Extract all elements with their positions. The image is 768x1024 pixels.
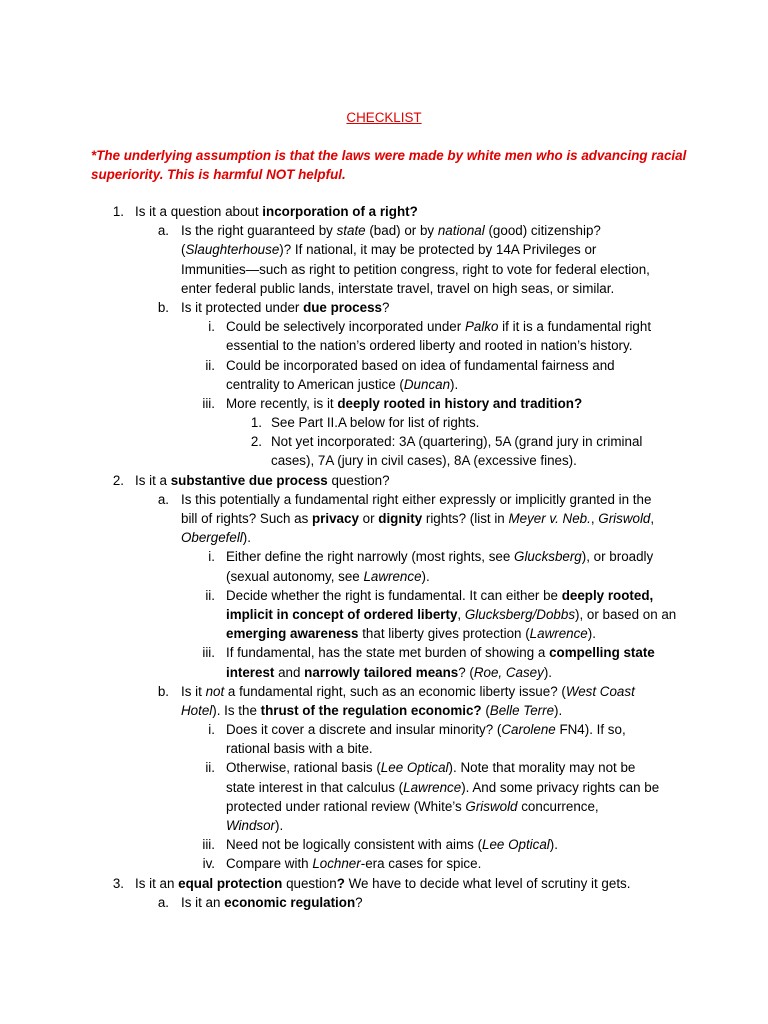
text-run: Duncan (403, 376, 451, 392)
text-run: ). (554, 702, 563, 718)
checklist-line (0, 874, 768, 893)
text-run: ( (181, 242, 186, 258)
checklist-line (0, 816, 768, 835)
text-run: thrust of the regulation economic? (260, 702, 482, 718)
text-run: ). (275, 818, 284, 833)
checklist-line (0, 490, 768, 509)
list-marker: a. (157, 491, 169, 507)
text-run: bill of rights? Such as (181, 511, 312, 526)
line-text (181, 701, 562, 720)
text-run: Lochner (312, 856, 361, 872)
list-marker: 1. (112, 204, 124, 219)
checklist-line (0, 413, 768, 432)
line-text (226, 356, 615, 375)
list-marker: a. (157, 894, 169, 910)
text-run: Lawrence (529, 626, 588, 642)
text-run: ? (336, 875, 345, 891)
line-text (181, 298, 389, 317)
text-run: deeply rooted in history and tradition? (337, 395, 583, 411)
checklist-line (0, 663, 768, 682)
list-marker: a. (157, 223, 169, 239)
text-run: implicit in concept of ordered liberty (226, 606, 458, 622)
checklist-line (0, 336, 768, 355)
checklist-outline (0, 202, 768, 912)
text-run: Meyer v. Neb. (508, 511, 591, 526)
line-text (181, 509, 654, 528)
text-run: Is it (181, 683, 206, 699)
line-text (226, 816, 283, 835)
text-run: Is it an (181, 894, 225, 910)
list-marker: i. (208, 549, 215, 565)
line-text (226, 663, 552, 682)
line-text (271, 413, 479, 432)
text-run: Not yet incorporated: 3A (quartering), 5A (grand jury in criminal (271, 434, 643, 450)
text-run: , (590, 511, 599, 526)
text-run: Is it a question about (135, 204, 263, 219)
text-run: compelling state (549, 645, 655, 661)
text-run: (sexual autonomy, see (226, 568, 364, 584)
text-run: Either define the right narrowly (most rights, see (226, 549, 515, 565)
text-run: Need not be logically consistent with aims ( (226, 837, 483, 853)
checklist-line (0, 778, 768, 797)
text-run: ? ( (458, 664, 474, 680)
text-run: cases), 7A (jury in civil cases), 8A (excessive fines). (271, 453, 577, 469)
checklist-line (0, 835, 768, 854)
line-text (181, 279, 614, 298)
text-run: Is it a (135, 472, 171, 488)
list-marker: 1. (250, 415, 262, 431)
text-run: Otherwise, rational basis ( (226, 760, 381, 776)
text-run: centrality to American justice ( (226, 376, 404, 392)
text-run: Compare with (226, 856, 313, 872)
text-run: Windsor (226, 818, 275, 833)
text-run: due process (303, 299, 382, 315)
text-run: Lawrence (403, 779, 462, 795)
line-text (226, 778, 659, 797)
list-marker: iii. (202, 645, 215, 661)
text-run: state interest in that calculus ( (226, 779, 404, 795)
text-run: concurrence, (517, 798, 599, 814)
line-text (226, 567, 430, 586)
text-run: ). Note that morality may not be (448, 760, 636, 776)
checklist-line (0, 682, 768, 701)
list-marker: 2. (112, 472, 124, 488)
text-run: ). (450, 376, 459, 392)
line-text (271, 451, 577, 470)
checklist-line (0, 451, 768, 470)
checklist-line (0, 471, 768, 490)
checklist-line (0, 240, 768, 259)
text-run: Lee Optical (380, 760, 449, 776)
checklist-line (0, 279, 768, 298)
checklist-line (0, 567, 768, 586)
checklist-line (0, 758, 768, 777)
line-text (181, 260, 650, 279)
text-run: substantive due process (170, 472, 328, 488)
text-run: ), or based on an (575, 606, 677, 622)
checklist-line (0, 643, 768, 662)
list-marker: iii. (202, 837, 215, 853)
checklist-line (0, 624, 768, 643)
text-run: Carolene (501, 722, 556, 738)
checklist-line (0, 221, 768, 240)
line-text (226, 758, 635, 777)
text-run: ). (587, 626, 596, 642)
text-run: ). (549, 837, 558, 853)
line-text (135, 471, 390, 490)
text-run: Decide whether the right is fundamental. It can either be (226, 587, 562, 603)
line-text (226, 854, 481, 873)
checklist-line (0, 394, 768, 413)
text-run: essential to the nation’s ordered liberty and rooted in nation’s history. (226, 338, 633, 354)
list-marker: i. (208, 722, 215, 738)
text-run: privacy (312, 511, 359, 526)
text-run: (bad) or by (365, 223, 438, 239)
text-run: national (437, 223, 485, 239)
text-run: emerging awareness (226, 626, 359, 642)
text-run: protected under rational review (White’s (226, 798, 466, 814)
text-run: ). (543, 664, 553, 680)
checklist-line (0, 317, 768, 336)
list-marker: 2. (250, 434, 262, 450)
list-marker: b. (157, 299, 169, 315)
checklist-line (0, 547, 768, 566)
text-run: West Coast (565, 683, 635, 699)
checklist-line (0, 720, 768, 739)
line-text (226, 720, 626, 739)
text-run: if it is a fundamental right (498, 319, 652, 335)
checklist-line (0, 298, 768, 317)
text-run: We have to decide what level of scrutiny it gets. (344, 875, 631, 891)
line-text (181, 490, 651, 509)
text-run: -era cases for spice. (360, 856, 482, 872)
text-run: More recently, is it (226, 395, 338, 411)
list-marker: i. (208, 319, 215, 335)
text-run: rights? (list in (422, 511, 509, 526)
text-run: )? If national, it may be protected by 14A Privileges or (279, 242, 597, 258)
list-marker: ii. (205, 357, 215, 373)
text-run: rational basis with a bite. (226, 741, 373, 757)
text-run: incorporation of a right? (262, 204, 418, 219)
text-run: dignity (378, 511, 423, 526)
text-run: See Part II.A below for list of rights. (271, 415, 480, 431)
text-run: equal protection (178, 875, 283, 891)
line-text (181, 240, 596, 259)
checklist-line (0, 605, 768, 624)
text-run: ). And some privacy rights can be (461, 779, 660, 795)
text-run: ). (421, 568, 430, 584)
text-run: Is it an (135, 875, 179, 891)
line-text (226, 336, 632, 355)
line-text (226, 624, 596, 643)
text-run: (good) citizenship? (484, 223, 601, 239)
text-run: Could be selectively incorporated under (226, 319, 465, 335)
line-text (226, 547, 653, 566)
checklist-line (0, 797, 768, 816)
line-text (226, 317, 651, 336)
checklist-line (0, 202, 768, 221)
text-run: FN4). If so, (555, 722, 626, 738)
text-run: narrowly tailored means (304, 664, 459, 680)
text-run: question (282, 875, 337, 891)
text-run: ( (481, 702, 490, 718)
text-run: Is the right guaranteed by (181, 223, 337, 239)
line-text (226, 605, 676, 624)
text-run: Lawrence (363, 568, 422, 584)
line-text (226, 643, 655, 662)
checklist-line (0, 528, 768, 547)
text-run: ). Is the (212, 702, 261, 718)
text-run: ? (381, 299, 390, 315)
text-run: question? (327, 472, 390, 488)
text-run: a fundamental right, such as an economic liberty issue? ( (224, 683, 566, 699)
checklist-line (0, 701, 768, 720)
list-marker: iii. (202, 395, 215, 411)
text-run: Is it protected under (181, 299, 304, 315)
line-text (135, 874, 630, 893)
text-run: , (650, 511, 655, 526)
text-run: ). (242, 530, 251, 546)
line-text (226, 586, 653, 605)
text-run: Is this potentially a fundamental right either expressly or implicitly granted in the (181, 491, 652, 507)
text-run: Griswold (598, 511, 651, 526)
line-text (181, 893, 363, 912)
text-run: deeply rooted, (561, 587, 654, 603)
checklist-line (0, 260, 768, 279)
line-text (226, 394, 582, 413)
list-marker: 3. (112, 875, 124, 891)
list-marker: b. (157, 683, 169, 699)
list-marker: ii. (205, 760, 215, 776)
checklist-line (0, 356, 768, 375)
text-run: Glucksberg/Dobbs (464, 606, 576, 622)
line-text (226, 375, 458, 394)
text-run: not (205, 683, 225, 699)
text-run: Belle Terre (489, 702, 555, 718)
line-text (271, 432, 642, 451)
line-text (135, 202, 418, 221)
checklist-line (0, 375, 768, 394)
text-run: ), or broadly (581, 549, 654, 565)
red-note: *The underlying assumption is that the laws were made by white men who is advancing racial superiority. This is harmful NOT helpful. (91, 148, 687, 182)
text-run: Could be incorporated based on idea of fundamental fairness and (226, 357, 615, 373)
text-run: economic regulation (224, 894, 356, 910)
line-text (181, 682, 635, 701)
line-text (181, 528, 251, 547)
text-run: enter federal public lands, interstate travel, travel on high seas, or similar. (181, 280, 615, 296)
text-run: Lee Optical (482, 837, 550, 853)
line-text (181, 221, 601, 240)
text-run: Slaughterhouse (185, 242, 280, 258)
text-run: Does it cover a discrete and insular minority? ( (226, 722, 502, 738)
list-marker: ii. (205, 587, 215, 603)
checklist-line (0, 854, 768, 873)
text-run: Roe, Casey (473, 664, 544, 680)
line-text (226, 797, 599, 816)
text-run: If fundamental, has the state met burden of showing a (226, 645, 550, 661)
text-run: that liberty gives protection ( (358, 626, 530, 642)
text-run: , (457, 606, 465, 622)
page-title: CHECKLIST (346, 110, 422, 125)
text-run: and (274, 664, 305, 680)
list-marker: iv. (202, 856, 215, 872)
checklist-line (0, 893, 768, 912)
text-run: Palko (464, 319, 499, 335)
text-run: ? (355, 894, 363, 910)
text-run: or (358, 511, 379, 526)
text-run: Griswold (465, 798, 518, 814)
text-run: Hotel (181, 702, 213, 718)
text-run: Glucksberg (514, 549, 582, 565)
text-run: state (336, 223, 366, 239)
checklist-line (0, 432, 768, 451)
text-run: interest (226, 664, 275, 680)
checklist-line (0, 509, 768, 528)
line-text (226, 835, 558, 854)
text-run: Obergefell (181, 530, 243, 546)
checklist-line (0, 586, 768, 605)
checklist-line (0, 739, 768, 758)
line-text (226, 739, 373, 758)
text-run: Immunities—such as right to petition congress, right to vote for federal election, (181, 261, 650, 277)
